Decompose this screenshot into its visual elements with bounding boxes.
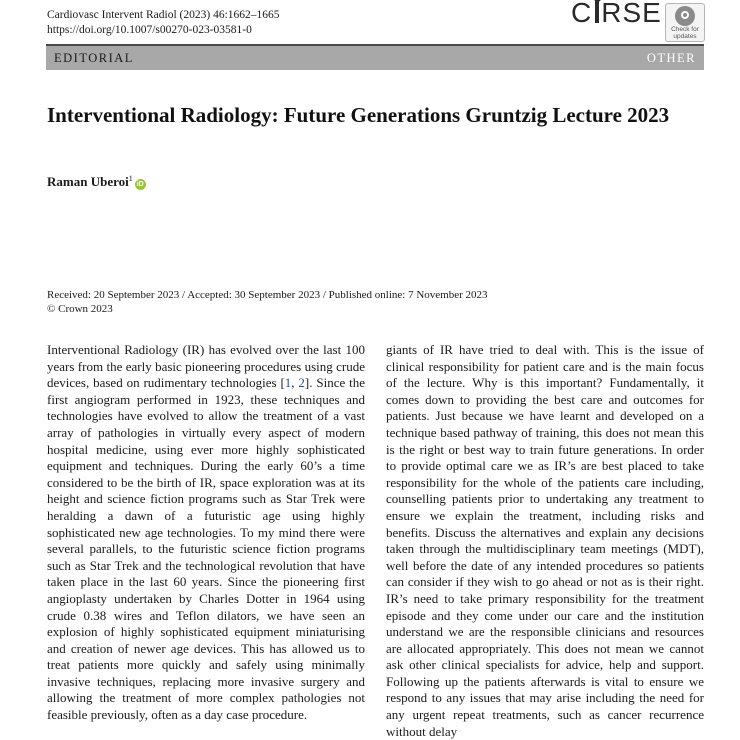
article-title: Interventional Radiology: Future Generations Gruntzig Lecture 2023 (47, 103, 670, 127)
check-for-updates-badge[interactable]: Check for updates (665, 3, 705, 42)
body-column-left (47, 342, 365, 724)
orcid-icon[interactable]: iD (136, 181, 144, 188)
paragraph: Interventional Radiology (IR) has evolved over the last 100 years from the early basic pioneering procedures using crude devices, based on rudimentary technologies [1, 2]. Since the first angiogram performed in 1923, these techniques and technologies have evolved to allow the treatment of a vast array of pathologies in virtually every aspect of modern hospital medicine, using ever more highly sophisticated equipment and techniques. During the early 60’s a time considered to be the birth of IR, space exploration was at its height and science fiction programs such as Star Trek were heralding a dawn of a futuristic age using highly sophisticated new age technologies. To my mind there were several parallels, to the futuristic science fiction programs such as Star Trek and the technological revolution that have taken place in the last 60 years. Since the pioneering first angioplasty undertaken by Charles Dotter in 1964 using crude 0.38 wires and Teflon dilators, we have seen an explosion of highly sophisticated equipment miniaturising and creation of newer age devices. This has allowed us to treat patients more quickly and safely using minimally invasive techniques, replacing more invasive surgery and allowing the treatment of more complex pathologies not feasible previously, often as a day case procedure. (47, 342, 365, 723)
author-affiliation[interactable]: 1 (128, 174, 133, 183)
banner-other: OTHER (646, 51, 696, 65)
body-column-right (386, 342, 704, 740)
journal-citation: Cardiovasc Intervent Radiol (2023) 46:1662–1665 (47, 9, 280, 21)
article-type-banner (46, 44, 704, 70)
doi-link[interactable]: https://doi.org/10.1007/s00270-023-03581-0 (47, 24, 252, 36)
paragraph: giants of IR have tried to deal with. This is the issue of clinical responsibility for patient care and is the main focus of the lecture. Why is this important? Fundamentally, it comes down to providing the best care and outcomes for patients. Just because we have learnt and developed on a technique based pathway of training, this does not mean this is the right or best way to train future generations. In order to provide optimal care we as IR’s are best placed to take responsibility for the whole of the patients care including, counselling patients prior to undertaking any treatment to ensure we explain the treatment, including risks and benefits. Discuss the alternatives and explain any decisions taken through the multidisciplinary team meetings (MDT), well before the date of any intended procedures so patients can consider if they wish to go ahead or not as is their right. IR’s need to take primary responsibility for the treatment episode and they come under our care and the institution understand we are the responsible clinicians and resources are allocated appropriately. This does not mean we cannot ask other clinical specialists for advice, help and support. Following up the patients afterwards is vital to ensure we respond to any issues that may arise including the need for any urgent repeat treatments, such as cancer recurrence without delay (386, 342, 704, 739)
cirse-logo: C RSE (571, 0, 662, 32)
publication-dates: Received: 20 September 2023 / Accepted: 30 September 2023 / Published online: 7 November 2023 (47, 289, 488, 301)
reference-link[interactable]: 1 (284, 375, 292, 391)
author-name[interactable]: Raman Uberoi (47, 174, 129, 189)
banner-editorial: EDITORIAL (54, 51, 134, 65)
reference-link[interactable]: 2 (298, 375, 305, 391)
check-updates-icon (675, 6, 695, 26)
author-line (47, 174, 146, 190)
copyright-notice: © Crown 2023 (47, 303, 113, 315)
